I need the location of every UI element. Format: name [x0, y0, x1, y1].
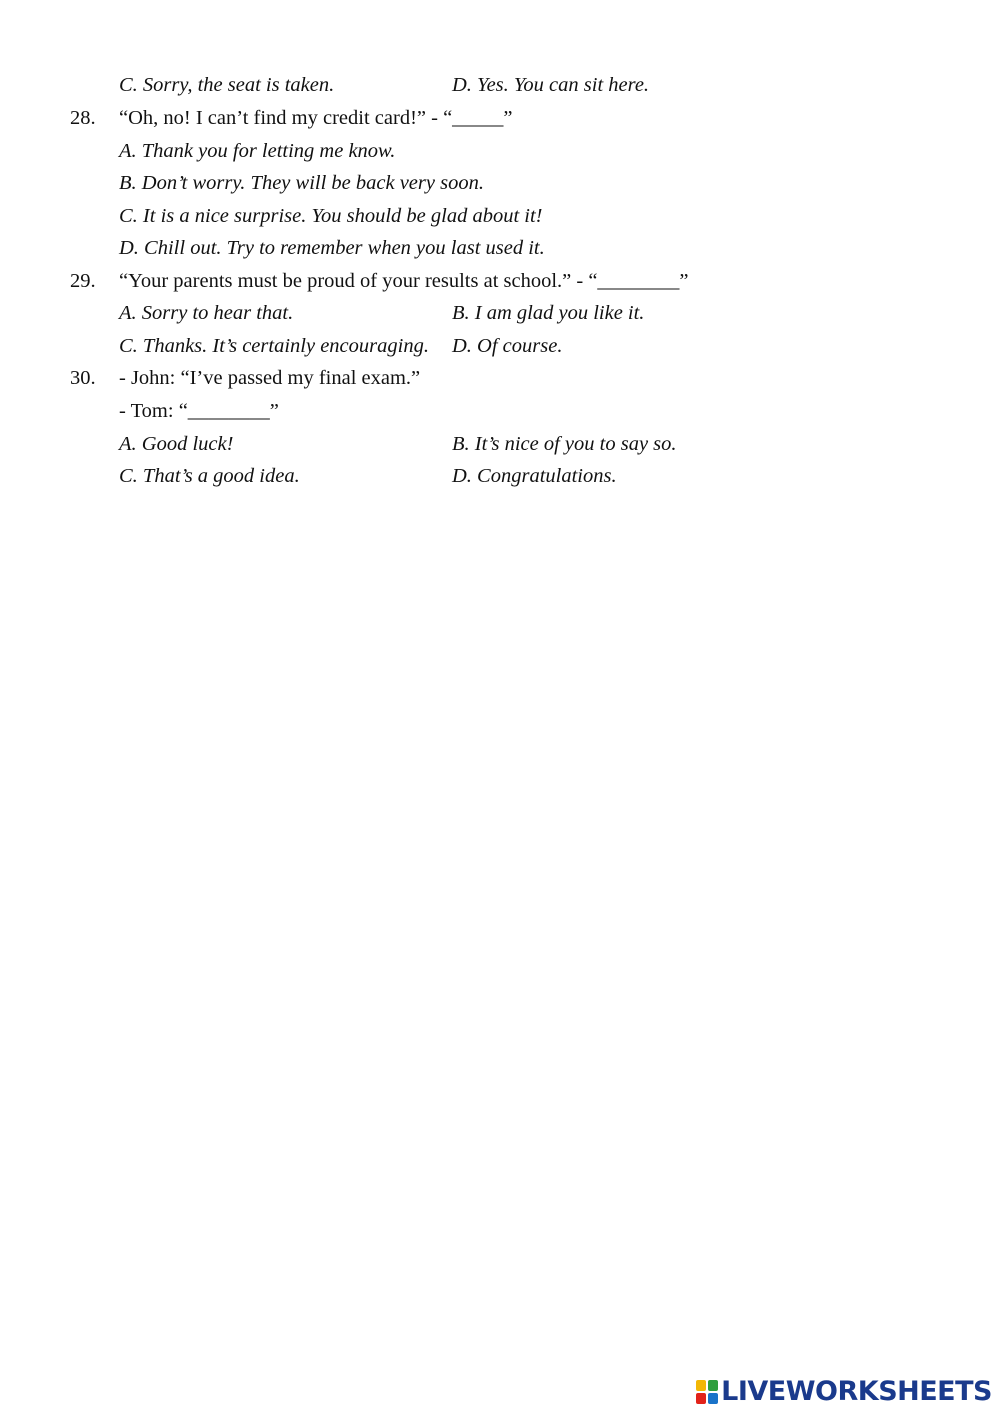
liveworksheets-logo-icon [696, 1380, 718, 1404]
q30-prompt-tom: - Tom: “________” [119, 400, 279, 422]
q28-prompt: “Oh, no! I can’t find my credit card!” - “_____” [119, 107, 513, 129]
q29-option-d[interactable]: D. Of course. [452, 335, 563, 357]
q28-option-c[interactable]: C. It is a nice surprise. You should be glad about it! [119, 205, 543, 227]
logo-tile-blue [708, 1393, 718, 1404]
q27-option-c[interactable]: C. Sorry, the seat is taken. [119, 74, 335, 96]
q30-option-c[interactable]: C. That’s a good idea. [119, 465, 300, 487]
q28-option-a[interactable]: A. Thank you for letting me know. [119, 140, 396, 162]
logo-tile-yellow [696, 1380, 706, 1391]
q30-option-b[interactable]: B. It’s nice of you to say so. [452, 433, 677, 455]
liveworksheets-logo-text: LIVEWORKSHEETS [721, 1376, 992, 1407]
q27-option-d[interactable]: D. Yes. You can sit here. [452, 74, 650, 96]
q29-number: 29. [70, 270, 96, 292]
q29-prompt: “Your parents must be proud of your results at school.” - “________” [119, 270, 689, 292]
q29-option-b[interactable]: B. I am glad you like it. [452, 302, 645, 324]
logo-tile-red [696, 1393, 706, 1404]
logo-tile-green [708, 1380, 718, 1391]
liveworksheets-logo [696, 1377, 992, 1407]
q30-option-d[interactable]: D. Congratulations. [452, 465, 617, 487]
q28-number: 28. [70, 107, 96, 129]
q28-option-d[interactable]: D. Chill out. Try to remember when you last used it. [119, 237, 545, 259]
q29-option-a[interactable]: A. Sorry to hear that. [119, 302, 294, 324]
q30-number: 30. [70, 367, 96, 389]
q30-option-a[interactable]: A. Good luck! [119, 433, 234, 455]
q30-prompt-john: - John: “I’ve passed my final exam.” [119, 367, 421, 389]
q29-option-c[interactable]: C. Thanks. It’s certainly encouraging. [119, 335, 429, 357]
q28-option-b[interactable]: B. Don’t worry. They will be back very soon. [119, 172, 484, 194]
